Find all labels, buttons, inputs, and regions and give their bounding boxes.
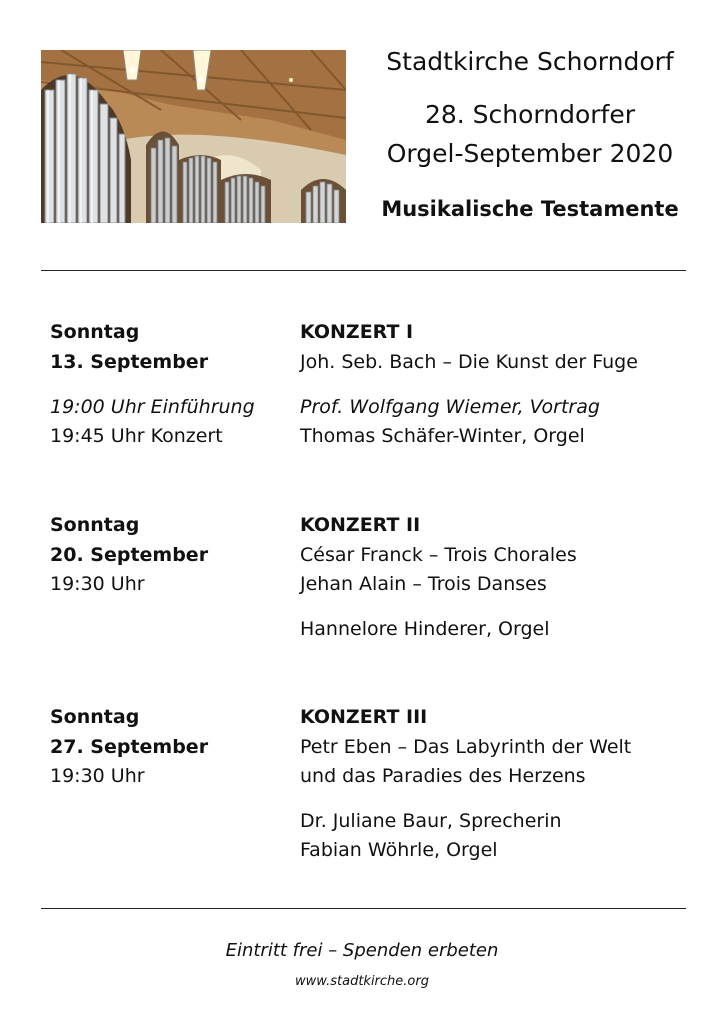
concert-time: 19:45 Uhr Konzert [50, 425, 223, 447]
church-name: Stadtkirche Schorndorf [386, 47, 674, 76]
festival-motto: Musikalische Testamente [381, 197, 679, 221]
festival-edition: 28. Schorndorfer [424, 100, 636, 129]
concert-time: 19:30 Uhr [50, 765, 145, 787]
concert-program: und das Paradies des Herzens [300, 765, 586, 787]
concert-day: Sonntag [50, 321, 140, 343]
concert-title: KONZERT I [300, 321, 414, 343]
festival-title: Orgel-September 2020 [386, 139, 674, 168]
concert-date: 20. September [50, 544, 209, 566]
top-divider [41, 270, 686, 271]
concert-performer: Hannelore Hinderer, Orgel [300, 618, 550, 640]
concert-date: 13. September [50, 351, 209, 373]
concert-title: KONZERT II [300, 514, 421, 536]
concert-block-1 [50, 320, 690, 490]
concert-time: 19:30 Uhr [50, 573, 145, 595]
organ-pipes-photo [41, 50, 346, 223]
concert-program: Joh. Seb. Bach – Die Kunst der Fuge [300, 351, 638, 373]
concert-date: 27. September [50, 736, 209, 758]
concert-block-2 [50, 513, 690, 683]
bottom-divider [41, 908, 686, 909]
concert-day: Sonntag [50, 514, 140, 536]
concert-performer: Thomas Schäfer-Winter, Orgel [300, 425, 585, 447]
concert-time: 19:00 Uhr Einführung [50, 396, 255, 418]
concert-title: KONZERT III [300, 706, 428, 728]
concert-program: César Franck – Trois Chorales [300, 544, 577, 566]
concert-block-3 [50, 705, 690, 875]
website-url: www.stadtkirche.org [295, 974, 429, 989]
admission-note: Eintritt frei – Spenden erbeten [225, 940, 499, 961]
concert-program: Petr Eben – Das Labyrinth der Welt [300, 736, 632, 758]
concert-performer: Dr. Juliane Baur, Sprecherin [300, 810, 562, 832]
concert-day: Sonntag [50, 706, 140, 728]
concert-program: Jehan Alain – Trois Danses [300, 573, 547, 595]
concert-performer: Fabian Wöhrle, Orgel [300, 839, 498, 861]
concert-performer: Prof. Wolfgang Wiemer, Vortrag [300, 396, 600, 418]
